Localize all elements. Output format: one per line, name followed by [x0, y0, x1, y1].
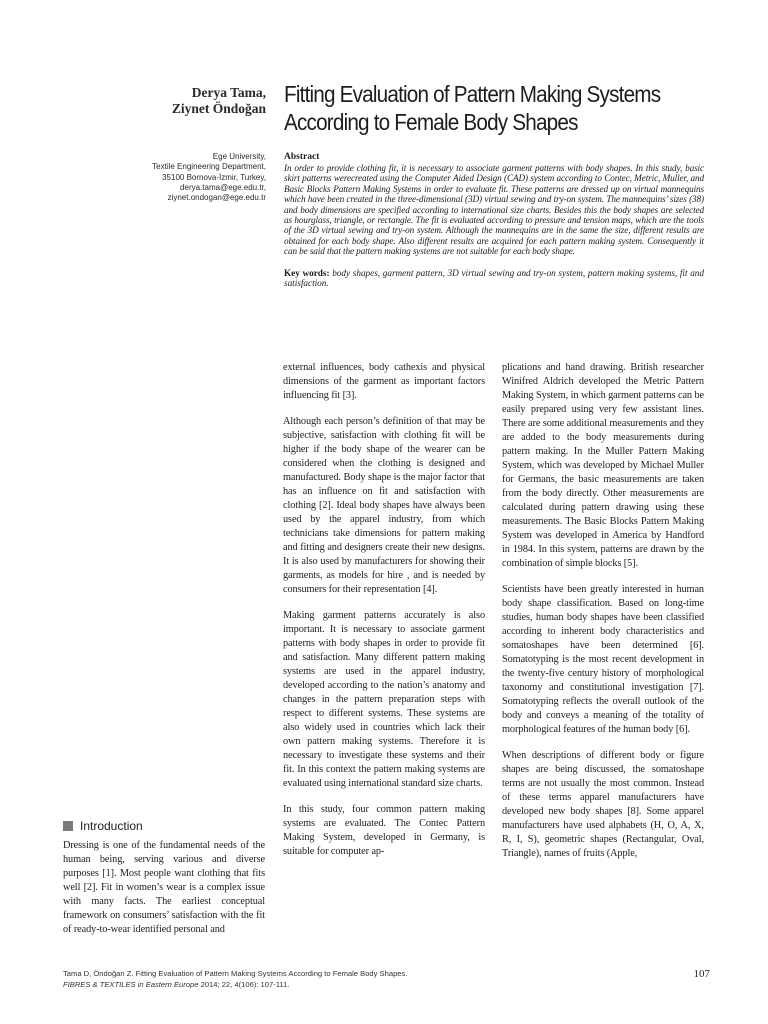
paragraph: external influences, body cathexis and physical dimensions of the garment as important factors influencing fit [3]. [283, 362, 485, 401]
page-footer [63, 968, 723, 990]
body-column-middle [283, 361, 485, 871]
abstract-heading: Abstract [284, 152, 320, 162]
keywords-label: Key words: [284, 267, 330, 278]
footer-journal: FIBRES & TEXTILES in Eastern Europe [63, 980, 199, 989]
paragraph: In this study, four common pattern making systems are evaluated. The Contec Pattern Making System, developed in Germany, is suitable for computer ap- [283, 804, 485, 857]
paragraph: Making garment patterns accurately is also important. It is necessary to associate garment patterns with body shapes in order to provide fit and satisfaction. Many different pattern making systems are used in the apparel industry, developed according to the nation’s anatomy and changes in the pattern preparation steps with respect to different systems. These systems are also widely used in countries which lack their own pattern making systems. Therefore it is necessary to investigate these systems and their fit. In this context the pattern making systems are evaluated using international standard size charts. [283, 610, 485, 789]
paragraph: When descriptions of different body or figure shapes are being discussed, the somatoshape terms are not usually the most common. Instead of these terms apparel manufacturers have developed new body shapes [8]. Some apparel manufacturers have used alphabets (H, O, A, X, R, I, S), geometric shapes (Rectangular, Oval, Triangle), names of fruits (Apple, [502, 750, 704, 859]
paragraph: plications and hand drawing. British researcher Winifred Aldrich developed the Metric Pattern Making System, in which garment patterns can be easily prepared using very few assistant lines. There are some additional measurements and they are added to the body measurements during pattern making. In the Muller Pattern Making System, which was developed by Michael Muller for Germans, the basic measurements are taken from the body directly. Other measurements are calculated during pattern drawing using these measurements. The Basic Blocks Pattern Making System was developed in America by Handford in 1984. In this system, patterns are drawn by the combination of simple blocks [5]. [502, 362, 704, 569]
introduction-heading-text: Introduction [80, 819, 143, 833]
introduction-heading [63, 819, 143, 834]
page-number: 107 [693, 968, 710, 980]
abstract-text: In order to provide clothing fit, it is necessary to associate garment patterns with body shapes. In this study, basic skirt patterns werecreated using the Computer Aided Design (CAD) system according to Contec, Metric, Muller, and Basic Blocks Pattern Making Systems in order to evaluate fit. These patterns are dressed up on virtual mannequins which have been created in the three-dimensional (3D) virtual sewing and try-on system. The mannequins’ sizes (38) and body dimensions are specified according to international size charts. Besides this the body shapes are selected as hourglass, triangle, or rectangle. The fit is evaluated according to pressure and tension maps, which are the tools of the 3D virtual sewing and try-on system. Although the mannequins are in the same the size, different results are obtained for each body shape. Also different results are acquired for each pattern making system. Consequently it can be said that the pattern making systems are not suitable for each body shape. [284, 163, 704, 257]
abstract-block [284, 152, 704, 289]
author-2: Ziynet Öndoğan [171, 101, 266, 116]
body-column-right [502, 361, 704, 873]
footer-citation: Tama D, Öndoğan Z. Fitting Evaluation of Pattern Making Systems According to Female Body Shapes. [63, 969, 408, 978]
affiliation-email[interactable]: derya.tama@ege.edu.tr, [180, 182, 266, 192]
paragraph: Dressing is one of the fundamental needs of the human being, serving various and diverse purposes [1]. Most people want clothing that fits well [2]. Fit in women’s wear is a complex issue with many facts. The earliest conceptual framework on consumers’ satisfaction with the fit of ready-to-wear identified personal and [63, 840, 265, 935]
body-column-left [63, 839, 265, 949]
title-line-2: According to Female Body Shapes [284, 109, 578, 135]
author-1: Derya Tama, [191, 85, 266, 100]
title-line-1: Fitting Evaluation of Pattern Making Systems [284, 81, 661, 107]
footer-journal-line [63, 979, 723, 990]
affiliation-line: Ege University, [212, 152, 266, 161]
paper-title [284, 80, 680, 136]
paragraph: Although each person’s definition of that may be subjective, satisfaction with clothing fit will be higher if the body shape of the wearer can be considered when the clothing is designed and manufactured. Body shape is the major factor that has an influence on fit and satisfaction with clothing [2]. Ideal body shapes have always been used by the apparel industry, from which technicians take dimensions for pattern making and fitting and designers create their new designs. It is also used by manufacturers for showing their garments, as models for hire , and is needed by consumers for their representation [4]. [283, 416, 485, 595]
affiliation [100, 152, 266, 203]
keywords [284, 268, 704, 289]
affiliation-line: 35100 Bornova-İzmir, Turkey, [162, 172, 266, 182]
section-square-icon [63, 821, 73, 831]
paragraph: Scientists have been greatly interested in human body shape classification. Based on long-time studies, human body shapes have been classified according to inherent body characteristics and somatoshapes have been determined [6]. Somatotyping is the most recent development in the twenty-five century history of morphological taxonomy and constitutional investigation [7]. Somatotyping reflects the overall outlook of the body and conveys a meaning of the totality of morphological features of the human body [6]. [502, 584, 704, 735]
footer-journal-issue: 2014; 22, 4(106): 107-111. [198, 980, 290, 989]
keywords-text: body shapes, garment pattern, 3D virtual sewing and try-on system, pattern making systems, fit and satisfaction. [284, 267, 704, 289]
affiliation-email[interactable]: ziynet.ondogan@ege.edu.tr [167, 193, 266, 203]
authors [130, 85, 266, 117]
affiliation-line: Textile Engineering Department, [152, 162, 266, 172]
